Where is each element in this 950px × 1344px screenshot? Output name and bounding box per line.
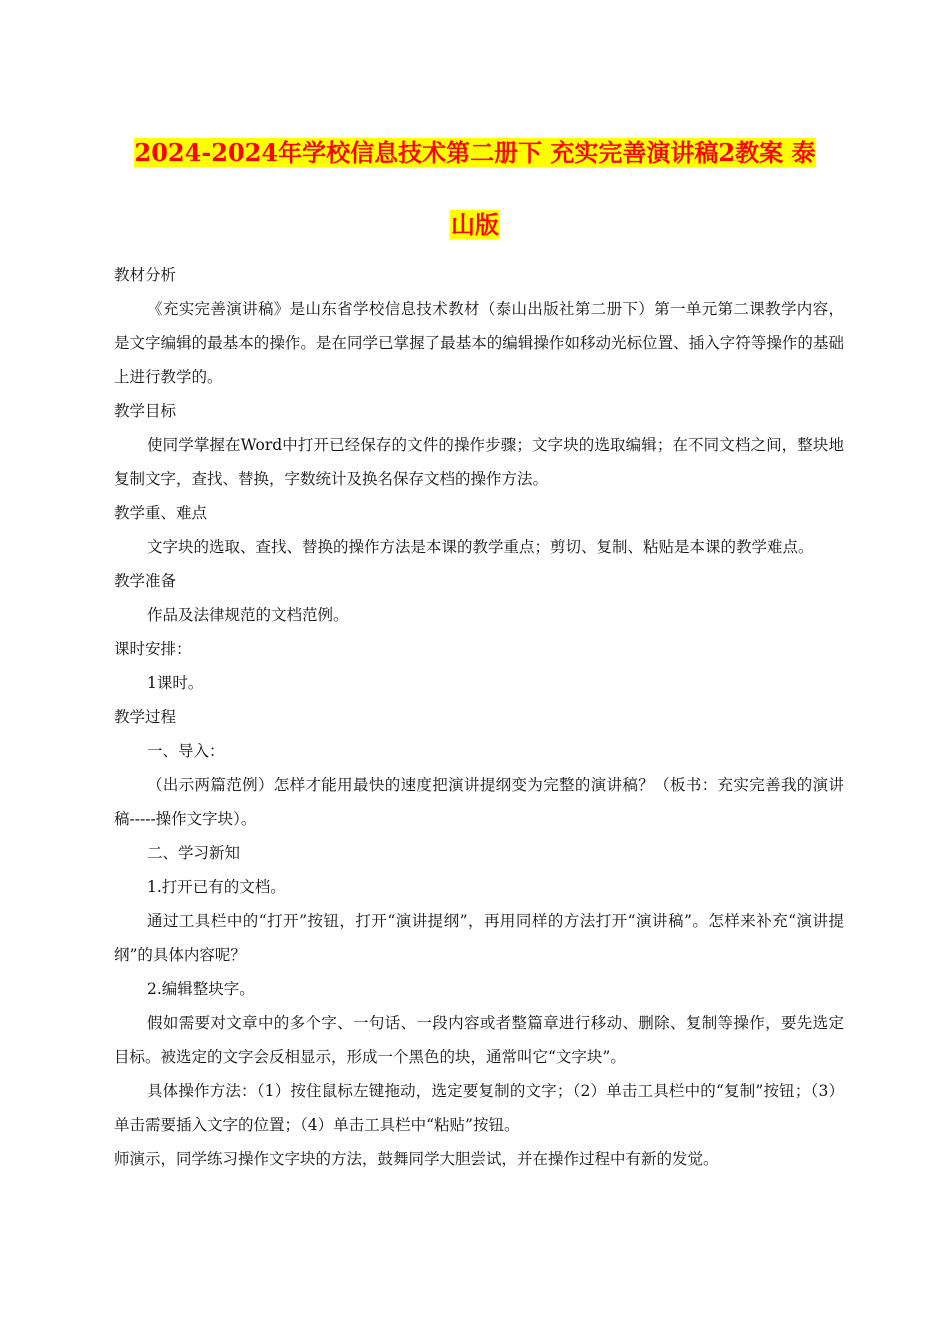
process-heading: 教学过程 [114,708,177,726]
step-1-paragraph: （出示两篇范例）怎样才能用最快的速度把演讲提纲变为完整的演讲稿？（板书：充实完善我的演讲稿-----操作文字块）。 [114,776,844,828]
goal-heading: 教学目标 [114,402,177,420]
demo-paragraph: 师演示，同学练习操作文字块的方法，鼓舞同学大胆尝试，并在操作过程中有新的发觉。 [114,1150,719,1168]
title-highlight-1: 2024-2024年学校信息技术第二册下 充实完善演讲稿2教案 泰 [134,138,816,167]
class-hours-heading: 课时安排： [114,640,192,658]
analysis-heading: 教材分析 [114,266,177,284]
title-highlight-2: 山版 [451,210,499,239]
key-points-paragraph: 文字块的选取、查找、替换的操作方法是本课的教学重点；剪切、复制、粘贴是本课的教学难点。 [147,538,814,556]
step-2-heading: 二、学习新知 [147,844,241,862]
analysis-paragraph: 《充实完善演讲稿》是山东省学校信息技术教材（泰山出版社第二册下）第一单元第二课教学内容，是文字编辑的最基本的操作。是在同学已掌握了最基本的编辑操作如移动光标位置、插入字符等操作的基础上进行教学的。 [114,300,844,386]
method-paragraph: 具体操作方法：（1）按住鼠标左键拖动，选定要复制的文字；（2）单击工具栏中的“复制”按钮；（3）单击需要插入文字的位置；（4）单击工具栏中“粘贴”按钮。 [114,1082,844,1134]
item-2-heading: 2.编辑整块字。 [147,980,255,998]
preparation-heading: 教学准备 [114,572,177,590]
document-title-line-2 [0,208,950,242]
goal-paragraph: 使同学掌握在Word中打开已经保存的文件的操作步骤；文字块的选取编辑；在不同文档之间，整块地复制文字，查找、替换，字数统计及换名保存文档的操作方法。 [114,436,844,488]
step-1-heading: 一、导入： [147,742,225,760]
document-body [114,258,844,1176]
class-hours-paragraph: 1课时。 [147,674,204,692]
item-2-paragraph: 假如需要对文章中的多个字、一句话、一段内容或者整篇章进行移动、删除、复制等操作，要先选定目标。被选定的文字会反相显示，形成一个黑色的块，通常叫它“文字块”。 [114,1014,844,1066]
item-1-paragraph: 通过工具栏中的“打开”按钮，打开“演讲提纲”，再用同样的方法打开“演讲稿”。怎样来补充“演讲提纲”的具体内容呢？ [114,912,844,964]
key-points-heading: 教学重、难点 [114,504,208,522]
document-title-line-1 [0,136,950,170]
item-1-heading: 1.打开已有的文档。 [147,878,286,896]
preparation-paragraph: 作品及法律规范的文档范例。 [147,606,349,624]
